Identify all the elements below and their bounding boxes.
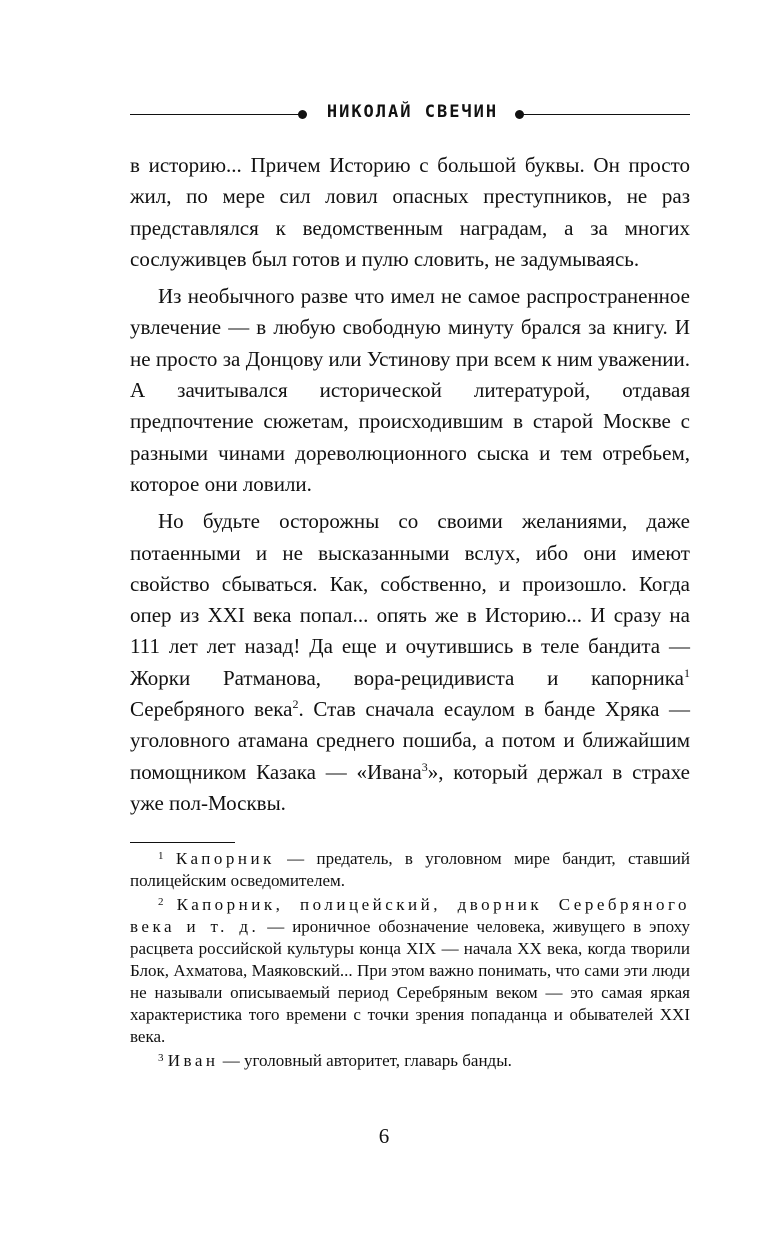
- running-header: [130, 100, 690, 130]
- footnote-3: [130, 1050, 690, 1072]
- footnote-ref-1: 1: [684, 665, 690, 680]
- footnote-3-term: Иван: [167, 1051, 219, 1070]
- paragraph-3-text-c: . Став сначала есаулом в банде Хряка — уголовного атамана среднего пошиба, а потом и ближайшим помощником Казака — «Ивана: [130, 697, 691, 784]
- footnote-ref-2: 2: [292, 697, 299, 712]
- footnote-ref-3: 3: [421, 759, 428, 774]
- footnote-1: [130, 848, 690, 892]
- paragraph-3-text-b: Серебряного века: [130, 697, 293, 722]
- footnote-separator: [130, 842, 235, 843]
- main-text: [130, 150, 690, 819]
- paragraph-2: Из необычного разве что имел не самое распространенное увлечение — в любую свободную минуту брался за книгу. И не просто за Донцову или Устинову при всем к ним уважении. А зачитывался исторической литературой, отдавая предпочтение сюжетам, происходившим в старой Москве с разными чинами дореволюционного сыска и тем отребьем, которое они ловили.: [130, 284, 690, 496]
- paragraph-3-text-d: », который держал в страхе уже пол-Москвы.: [130, 759, 690, 815]
- footnote-3-text: — уголовный авторитет, главарь банды.: [218, 1051, 512, 1070]
- footnote-1-mark: 1: [158, 850, 164, 862]
- paragraph-3-text-a: Но будьте осторожны со своими желаниями, даже потаенными и не высказанными вслух, ибо они имеют свойство сбываться. Как, собственно, и произошло. Когда опер из XXI века попал... опять же в Историю... И сразу на 111 лет лет назад! Да еще и очутившись в теле бандита — Жорки Ратманова, вора-рецидивиста и капорника: [130, 509, 690, 690]
- header-author-title: НИКОЛАЙ СВЕЧИН: [326, 102, 499, 122]
- footnote-3-mark: 3: [158, 1052, 164, 1064]
- footnote-1-text: — предатель, в уголовном мире бандит, ставший полицейским осведомителем.: [130, 849, 690, 890]
- footnote-2-term: Капорник, полицейский, дворник Серебряного века и т. д.: [130, 895, 691, 936]
- paragraph-1: в историю... Причем Историю с большой буквы. Он просто жил, по мере сил ловил опасных преступников, не раз представлялся к ведомственным наградам, а за многих сослуживцев был готов и пулю словить, не задумываясь.: [130, 153, 690, 271]
- header-dot-left-icon: [298, 110, 307, 119]
- footnote-2-mark: 2: [158, 896, 164, 908]
- footnote-1-term: Капорник: [175, 849, 275, 868]
- footnotes: [130, 848, 690, 1072]
- footnote-2: [130, 894, 690, 1048]
- paragraph-3: [130, 506, 690, 819]
- footnote-2-text: — ироничное обозначение человека, живущего в эпоху расцвета российской культуры конца XIX — начала XX века, когда творили Блок, Ахматова, Маяковский... При этом важно понимать, что сами эти люди не называли описываемый период Серебряным веком — это самая яркая характеристика того времени с точки зрения попаданца и обывателей XXI века.: [130, 917, 691, 1046]
- header-rule-left: [130, 114, 300, 115]
- header-rule-right: [522, 114, 690, 115]
- page-number: 6: [378, 1124, 390, 1148]
